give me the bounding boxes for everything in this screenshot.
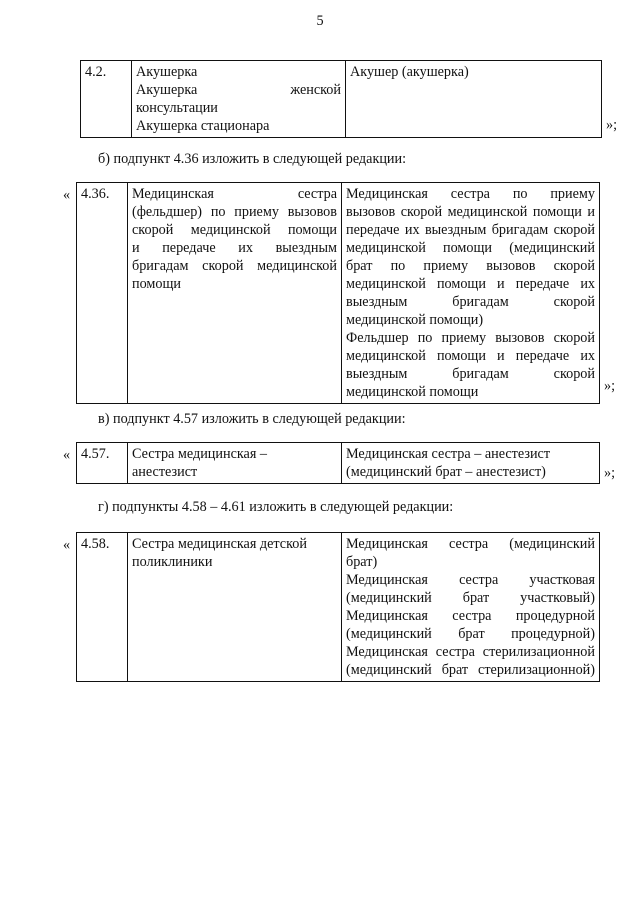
cell-line: [346, 571, 595, 589]
cell-word: передаче: [515, 276, 570, 292]
cell-word: (медицинский: [346, 662, 432, 678]
cell-word: Фельдшер: [346, 330, 409, 346]
cell-word: сестра: [435, 644, 475, 660]
cell-line: [132, 221, 337, 239]
cell-line: [346, 535, 595, 553]
cell-line: [346, 221, 595, 239]
table-item-4-57: [76, 442, 600, 484]
cell-word: помощи: [532, 204, 582, 220]
cell-line: брат): [346, 554, 378, 570]
cell-line: Акушерка стационара: [136, 118, 270, 134]
cell-word: бригадам: [491, 222, 549, 238]
cell-line: [132, 239, 337, 257]
cell-line: [136, 81, 341, 99]
paragraph-g: г) подпункты 4.58 – 4.61 изложить в следующей редакции:: [98, 499, 454, 515]
cell-line: [346, 257, 595, 275]
cell-line: Сестра медицинская детской: [132, 536, 307, 552]
old-title-cell: [132, 61, 346, 138]
cell-word: скорой: [553, 294, 595, 310]
cell-word: и: [587, 204, 595, 220]
cell-line: Медицинская сестра – анестезист: [346, 446, 551, 462]
cell-word: их: [404, 222, 420, 238]
cell-line: анестезист: [132, 464, 198, 480]
cell-word: медицинской: [346, 276, 426, 292]
page-number: 5: [316, 13, 324, 29]
cell-line: [346, 275, 595, 293]
cell-word: (медицинский: [509, 536, 595, 552]
cell-word: выездным: [424, 222, 487, 238]
cell-word: их: [238, 240, 253, 256]
cell-line: [132, 257, 337, 275]
cell-line: [346, 643, 595, 661]
cell-word: (фельдшер): [132, 204, 203, 220]
closing-quote: »;: [604, 378, 616, 394]
cell-word: бригадам: [132, 258, 189, 274]
old-title-cell: [128, 443, 342, 484]
table-row: [77, 533, 600, 682]
cell-word: помощи: [436, 276, 486, 292]
cell-word: брат: [462, 590, 490, 606]
paragraph-b: б) подпункт 4.36 изложить в следующей редакции:: [98, 151, 407, 167]
item-number: 4.2.: [81, 61, 132, 138]
cell-word: сестра: [452, 608, 492, 624]
cell-word: передаче: [346, 222, 400, 238]
cell-word: Медицинская: [132, 186, 214, 202]
cell-line: [346, 239, 595, 257]
cell-word: их: [580, 276, 595, 292]
cell-line: [346, 661, 595, 679]
cell-word: и: [132, 240, 140, 256]
cell-word: процедурной): [511, 626, 595, 642]
cell-word: бригадам: [452, 366, 509, 382]
cell-word: Акушерка: [136, 82, 198, 98]
cell-word: (медицинский: [346, 626, 432, 642]
cell-line: медицинской помощи: [346, 384, 479, 400]
table-row: [77, 183, 600, 404]
cell-word: стерилизационной): [478, 662, 595, 678]
cell-word: вызовов: [495, 330, 545, 346]
cell-word: приему: [234, 204, 279, 220]
cell-word: процедурной: [515, 608, 595, 624]
old-title-cell: [128, 533, 342, 682]
cell-line: Сестра медицинская –: [132, 446, 268, 462]
cell-word: скорой: [132, 222, 174, 238]
cell-word: передаче: [162, 240, 216, 256]
new-title-cell: [342, 183, 600, 404]
cell-word: скорой: [202, 258, 244, 274]
cell-word: приему: [550, 186, 595, 202]
cell-line: [346, 203, 595, 221]
cell-word: медицинской: [346, 348, 426, 364]
cell-word: Медицинская: [346, 186, 428, 202]
item-number: 4.58.: [77, 533, 128, 682]
cell-line: Акушерка: [136, 64, 198, 80]
cell-word: и: [497, 276, 505, 292]
cell-word: участковый): [520, 590, 595, 606]
cell-word: выездным: [275, 240, 337, 256]
opening-quote: «: [63, 447, 71, 463]
cell-word: Медицинская: [346, 536, 428, 552]
item-number: 4.57.: [77, 443, 128, 484]
cell-word: медицинской: [447, 204, 528, 220]
cell-word: по: [512, 186, 528, 202]
new-title-cell: [346, 61, 602, 138]
cell-line: [346, 607, 595, 625]
cell-word: скорой: [553, 366, 595, 382]
cell-line: (медицинский брат – анестезист): [346, 464, 546, 480]
cell-word: приему: [423, 258, 469, 274]
cell-word: скорой: [553, 258, 595, 274]
cell-word: (медицинский: [509, 240, 595, 256]
cell-word: скорой: [400, 204, 443, 220]
cell-word: вызовов: [287, 204, 337, 220]
new-title-cell: [342, 443, 600, 484]
cell-word: брат: [346, 258, 373, 274]
cell-word: женской: [290, 82, 341, 98]
cell-word: стерилизационной: [482, 644, 595, 660]
cell-word: вызовов: [486, 258, 536, 274]
cell-word: медицинской: [190, 222, 271, 238]
cell-word: сестра: [450, 186, 490, 202]
table-item-4-36: [76, 182, 600, 404]
cell-word: их: [580, 348, 595, 364]
cell-line: [346, 589, 595, 607]
cell-word: брат: [441, 662, 469, 678]
old-title-cell: [128, 183, 342, 404]
new-title-cell: [342, 533, 600, 682]
table-item-4-2: [80, 60, 602, 138]
table-row: [81, 61, 602, 138]
cell-word: помощи: [443, 240, 493, 256]
cell-word: по: [417, 330, 433, 346]
cell-line: [346, 365, 595, 383]
cell-line: медицинской помощи): [346, 312, 484, 328]
cell-word: брат: [458, 626, 485, 642]
cell-word: выездным: [346, 366, 408, 382]
cell-word: приему: [441, 330, 487, 346]
cell-word: по: [390, 258, 406, 274]
cell-word: медицинской: [257, 258, 337, 274]
opening-quote: «: [63, 537, 71, 553]
cell-line: поликлиники: [132, 554, 213, 570]
opening-quote: «: [63, 187, 71, 203]
cell-word: Медицинская: [346, 608, 428, 624]
table-item-4-58: [76, 532, 600, 682]
cell-line: консультации: [136, 100, 218, 116]
cell-line: [346, 185, 595, 203]
cell-line: [346, 625, 595, 643]
cell-word: скорой: [553, 222, 595, 238]
cell-word: (медицинский: [346, 590, 432, 606]
cell-word: скорой: [553, 330, 595, 346]
cell-word: передаче: [515, 348, 570, 364]
cell-line: помощи: [132, 276, 182, 292]
cell-word: сестра: [459, 572, 499, 588]
cell-line: [132, 185, 337, 203]
closing-quote: »;: [606, 117, 618, 133]
item-number: 4.36.: [77, 183, 128, 404]
cell-word: Медицинская: [346, 644, 428, 660]
cell-word: медицинской: [346, 240, 426, 256]
cell-line: [346, 293, 595, 311]
cell-word: сестра: [448, 536, 489, 552]
cell-word: участковая: [529, 572, 595, 588]
cell-line: [132, 203, 337, 221]
cell-word: вызовов: [346, 204, 396, 220]
cell-word: выездным: [346, 294, 408, 310]
closing-quote: »;: [604, 465, 616, 481]
cell-line: [346, 347, 595, 365]
cell-word: бригадам: [452, 294, 509, 310]
cell-word: Медицинская: [346, 572, 428, 588]
cell-line: Акушер (акушерка): [350, 64, 469, 80]
cell-word: помощи: [287, 222, 337, 238]
cell-line: [346, 329, 595, 347]
cell-word: по: [210, 204, 226, 220]
table-row: [77, 443, 600, 484]
cell-word: и: [497, 348, 505, 364]
cell-word: помощи: [436, 348, 486, 364]
cell-word: сестра: [297, 186, 337, 202]
paragraph-v: в) подпункт 4.57 изложить в следующей редакции:: [98, 411, 406, 427]
